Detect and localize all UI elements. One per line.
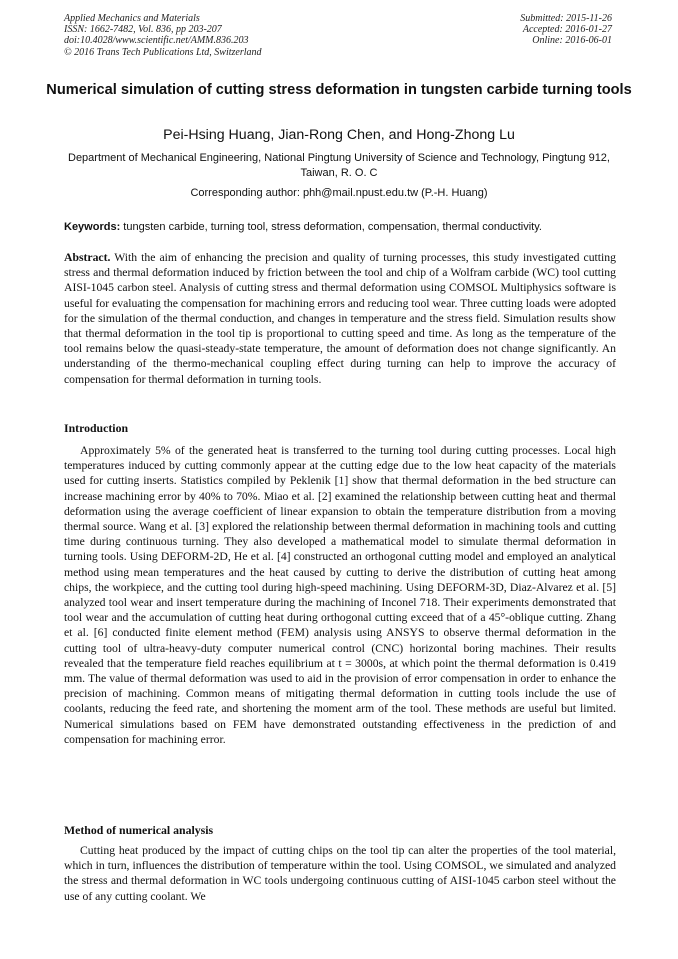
abstract-text: With the aim of enhancing the precision and quality of turning processes, this study investigated cutting stress and thermal deformation induced by friction between the tool and chip of a Wolfram carbide (WC) tool cutting AISI-1045 carbon steel. Analysis of cutting stress and thermal deformation using COMSOL Multiphysics software is useful for evaluating the compensation for machining errors and reducing tool wear. Three cutting loads were adopted for the simulation of the thermal conduction, and changes in temperature and the stress field. Simulation results show that thermal deformation in the tool tip is proportional to cutting speed and time. As long as the temperature of the tool remains below the quasi-steady-state temperature, the amount of deformation does not change significantly. An understanding of the thermo-mechanical coupling effect during turning can help to improve the accuracy of compensation for thermal deformation in turning tools. [64, 251, 616, 386]
issn-volume: ISSN: 1662-7482, Vol. 836, pp 203-207 [64, 24, 222, 36]
copyright: © 2016 Trans Tech Publications Ltd, Switzerland [64, 46, 262, 58]
paper-title: Numerical simulation of cutting stress deformation in tungsten carbide turning tools [46, 82, 632, 98]
keywords-text: tungsten carbide, turning tool, stress deformation, compensation, thermal conductivity. [120, 221, 542, 233]
abstract-label: Abstract. [64, 251, 111, 264]
introduction-paragraph: Approximately 5% of the generated heat is transferred to the turning tool during cutting processes. Local high temperatures induced by cutting commonly appear at the cutting edge due to the low heat capacity of the materials used for cutting inserts. Statistics compiled by Peklenik [1] show that thermal deformation in the bed structure can increase machining error by 40% to 70%. Miao et al. [2] examined the relationship between cutting heat and thermal deformation using the average coefficient of linear expansion to obtain the temperature distribution from a moving thermal source. Wang et al. [3] explored the relationship between thermal deformation in machining tools and cutting time during continuous turning. They also developed a mathematical model to simulate thermal deformation in turning tools. Using DEFORM-2D, He et al. [4] constructed an orthogonal cutting model and employed an analytical method using mean temperatures and the heat caused by cutting to derive the distribution of cutting heat among chips, the workpiece, and the cutting tool during high-speed machining. Using DEFORM-3D, Diaz-Alvarez et al. [5] analyzed tool wear and insert temperature during the machining of Inconel 718. Their experiments demonstrated that tool wear and the accumulation of cutting heat during orthogonal cutting exceed that of a 45°-oblique cutting. Zhang et al. [6] conducted finite element method (FEM) analysis using ANSYS to observe thermal deformation in the cutting tool of ultra-heavy-duty computer numerical control (CNC) horizontal boring machines. Their results revealed that the temperature field reaches equilibrium at t = 3000s, at which point the thermal deformation is 0.419 mm. The value of thermal deformation was used to aid in the provision of error compensation in order to enhance the precision of machining. Common means of mitigating thermal deformation in cutting tools include the use of coolants, reducing the feed rate, and shortening the moment arm of the tool. These methods are useful but limited. Numerical simulations based on FEM have demonstrated outstanding effectiveness in the prediction of and compensation for machining error. [64, 444, 616, 746]
section-heading-method: Method of numerical analysis [64, 823, 214, 837]
author-list: Pei-Hsing Huang, Jian-Rong Chen, and Hong-Zhong Lu [163, 127, 515, 143]
submitted-date: Submitted: 2015-11-26 [520, 13, 612, 24]
online-date: Online: 2016-06-01 [532, 35, 612, 47]
abstract [64, 250, 616, 387]
doi: doi:10.4028/www.scientific.net/AMM.836.203 [64, 35, 249, 47]
keywords [64, 220, 616, 234]
section-heading-introduction: Introduction [64, 421, 129, 435]
affiliation: Department of Mechanical Engineering, National Pingtung University of Science and Technology, Pingtung 912, Taiwan, R. O. C [68, 152, 610, 179]
publication-dates [520, 13, 612, 47]
journal-name: Applied Mechanics and Materials [64, 13, 200, 24]
corresponding-author: Corresponding author: phh@mail.npust.edu.tw (P.-H. Huang) [190, 187, 488, 199]
accepted-date: Accepted: 2016-01-27 [522, 24, 612, 36]
keywords-label: Keywords: [64, 221, 121, 233]
method-paragraph: Cutting heat produced by the impact of cutting chips on the tool tip can alter the properties of the tool material, which in turn, influences the distribution of temperature within the tool. Using COMSOL, we simulated and analyzed the stress and thermal deformation in WC tools undergoing continuous cutting of AISI-1045 carbon steel without the use of any cutting coolant. We [64, 844, 616, 903]
journal-info [64, 13, 262, 58]
